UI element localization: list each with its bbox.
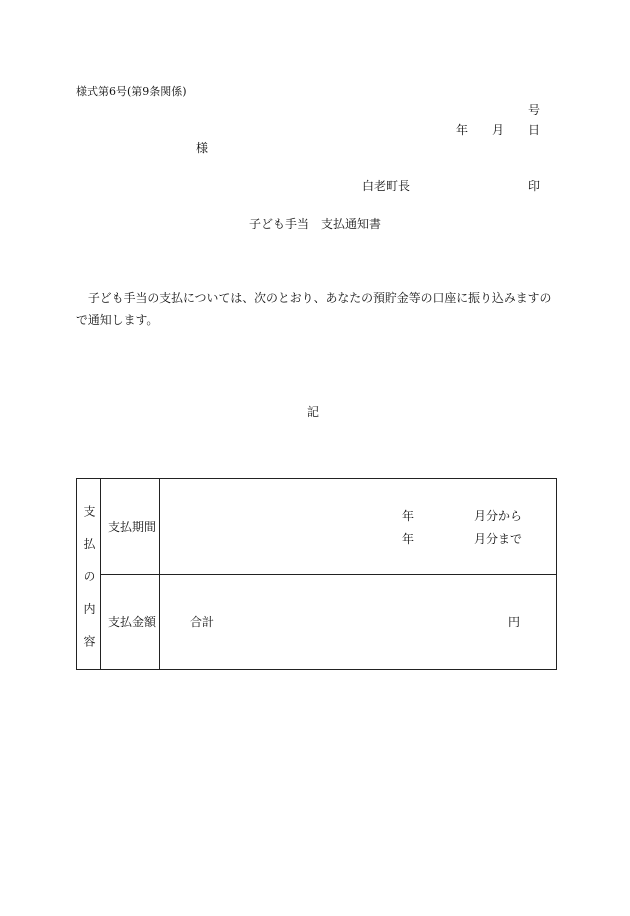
ki-heading: 記: [307, 405, 320, 419]
table-row-divider: [100, 574, 556, 575]
currency-unit: 円: [508, 615, 521, 629]
addressee-suffix: 様: [196, 141, 209, 155]
total-label: 合計: [190, 615, 215, 629]
period-to-year-label: 年: [402, 532, 415, 546]
period-from-month-label: 月分から: [474, 509, 523, 523]
seal-mark: 印: [528, 179, 541, 193]
period-from-year-label: 年: [402, 509, 415, 523]
date-month-label: 月: [492, 123, 505, 137]
document-number-suffix: 号: [528, 103, 541, 117]
payment-amount-label: 支払金額: [108, 615, 157, 629]
form-number-label: 様式第6号(第9条関係): [76, 85, 187, 98]
body-text-line: 子ども手当の支払については、次のとおり、あなたの預貯金等の口座に振り込みますの: [76, 291, 552, 305]
payment-details-table: [76, 478, 557, 670]
document-title: 子ども手当 支払通知書: [249, 217, 382, 231]
period-to-month-label: 月分まで: [474, 532, 523, 546]
body-text-line: で通知します。: [76, 313, 159, 327]
payment-period-label: 支払期間: [108, 520, 157, 534]
date-year-label: 年: [456, 123, 469, 137]
date-day-label: 日: [528, 123, 541, 137]
issuer-name: 白老町長: [362, 179, 411, 193]
payment-section-label: 支払の内容: [82, 505, 96, 668]
